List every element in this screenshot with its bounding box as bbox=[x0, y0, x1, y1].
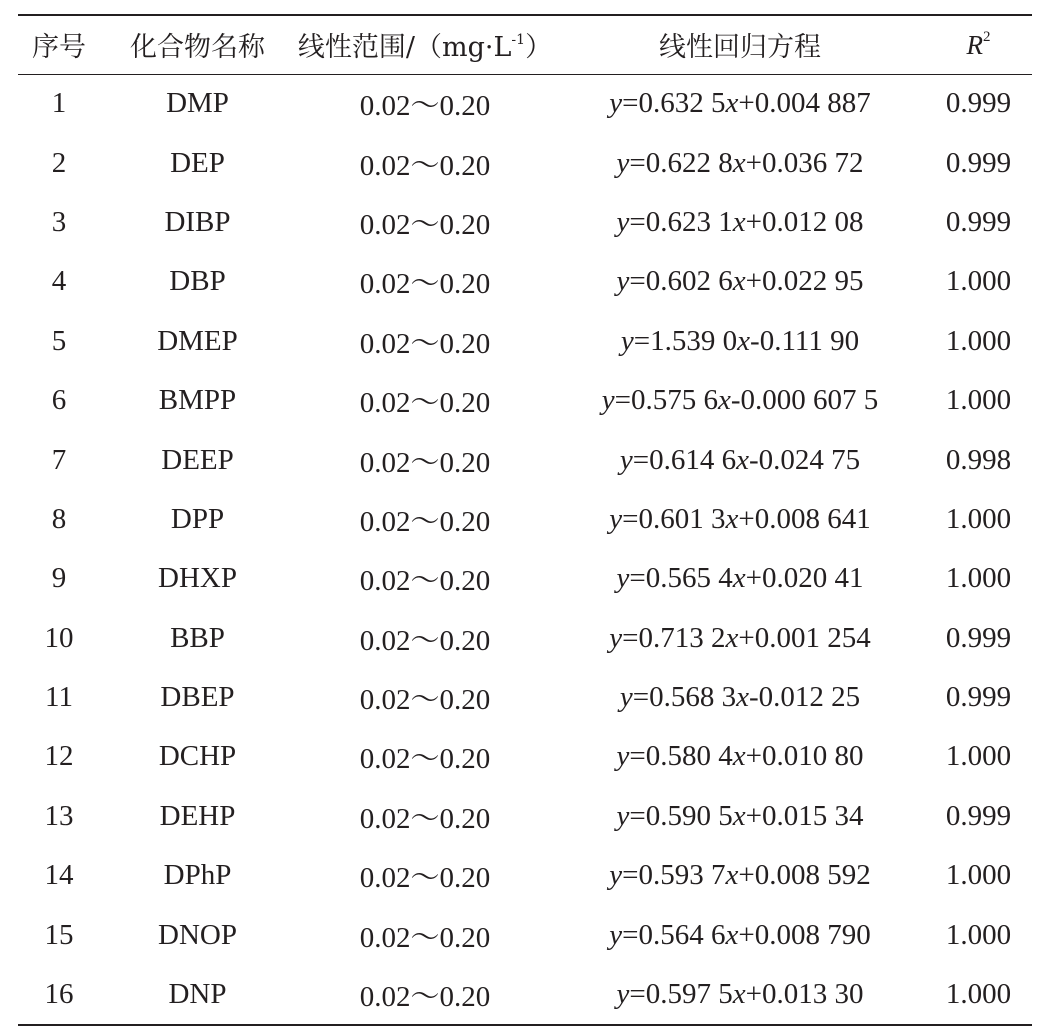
cell-linear-range: 0.02～0.20 bbox=[359, 981, 491, 1014]
cell-compound-name: DNP bbox=[168, 978, 227, 1011]
cell-linear-range: 0.02～0.20 bbox=[359, 90, 491, 123]
cell-index: 13 bbox=[44, 799, 74, 832]
calibration-table-container bbox=[18, 14, 1032, 1026]
table-row bbox=[18, 133, 1032, 192]
table-row bbox=[18, 905, 1032, 964]
header-regression-equation: 线性回归方程 bbox=[555, 16, 925, 74]
cell-index: 3 bbox=[51, 205, 67, 238]
cell-regression-equation: y=0.632 5x+0.004 887 bbox=[609, 87, 871, 120]
cell-r-squared: 0.999 bbox=[945, 146, 1012, 179]
cell-r-squared: 1.000 bbox=[945, 740, 1012, 773]
cell-index: 6 bbox=[51, 384, 67, 417]
table-header bbox=[18, 16, 1032, 74]
table-row bbox=[18, 727, 1032, 786]
cell-linear-range: 0.02～0.20 bbox=[359, 743, 491, 776]
cell-compound-name: DEEP bbox=[161, 443, 234, 476]
cell-r-squared: 1.000 bbox=[945, 859, 1012, 892]
cell-regression-equation: y=0.622 8x+0.036 72 bbox=[616, 146, 864, 179]
cell-regression-equation: y=0.575 6x-0.000 607 5 bbox=[601, 384, 879, 417]
cell-r-squared: 1.000 bbox=[945, 502, 1012, 535]
cell-regression-equation: y=0.614 6x-0.024 75 bbox=[619, 443, 861, 476]
cell-linear-range: 0.02～0.20 bbox=[359, 565, 491, 598]
cell-regression-equation: y=1.539 0x-0.111 90 bbox=[620, 324, 860, 357]
cell-compound-name: DMEP bbox=[157, 324, 238, 357]
header-linear-range-exponent: -1 bbox=[511, 32, 526, 49]
cell-index: 2 bbox=[51, 146, 67, 179]
table-row bbox=[18, 549, 1032, 608]
cell-r-squared: 1.000 bbox=[945, 978, 1012, 1011]
cell-regression-equation: y=0.580 4x+0.010 80 bbox=[616, 740, 864, 773]
cell-linear-range: 0.02～0.20 bbox=[359, 446, 491, 479]
cell-r-squared: 1.000 bbox=[945, 918, 1012, 951]
cell-linear-range: 0.02～0.20 bbox=[359, 862, 491, 895]
cell-linear-range: 0.02～0.20 bbox=[359, 327, 491, 360]
cell-compound-name: DBEP bbox=[160, 681, 235, 714]
cell-regression-equation: y=0.565 4x+0.020 41 bbox=[616, 562, 864, 595]
cell-compound-name: DPP bbox=[170, 502, 225, 535]
cell-r-squared: 1.000 bbox=[945, 384, 1012, 417]
header-row bbox=[18, 16, 1032, 74]
header-linear-range-close: ） bbox=[525, 32, 553, 64]
header-r-squared bbox=[925, 16, 1032, 74]
table-row bbox=[18, 74, 1032, 133]
cell-regression-equation: y=0.597 5x+0.013 30 bbox=[616, 978, 864, 1011]
cell-regression-equation: y=0.602 6x+0.022 95 bbox=[616, 265, 864, 298]
cell-linear-range: 0.02～0.20 bbox=[359, 149, 491, 182]
cell-linear-range: 0.02～0.20 bbox=[359, 505, 491, 538]
header-r-squared-exponent: 2 bbox=[983, 28, 991, 45]
cell-r-squared: 1.000 bbox=[945, 324, 1012, 357]
cell-r-squared: 0.999 bbox=[945, 621, 1012, 654]
cell-regression-equation: y=0.590 5x+0.015 34 bbox=[616, 799, 864, 832]
cell-regression-equation: y=0.601 3x+0.008 641 bbox=[609, 502, 871, 535]
cell-r-squared: 1.000 bbox=[945, 265, 1012, 298]
table-row bbox=[18, 668, 1032, 727]
cell-regression-equation: y=0.564 6x+0.008 790 bbox=[609, 918, 871, 951]
cell-compound-name: BBP bbox=[170, 621, 225, 654]
cell-r-squared: 0.999 bbox=[945, 87, 1012, 120]
cell-linear-range: 0.02～0.20 bbox=[359, 268, 491, 301]
cell-regression-equation: y=0.713 2x+0.001 254 bbox=[609, 621, 871, 654]
cell-compound-name: DMP bbox=[166, 87, 229, 120]
header-linear-range bbox=[295, 16, 555, 74]
cell-r-squared: 0.999 bbox=[945, 799, 1012, 832]
table-row bbox=[18, 787, 1032, 846]
cell-linear-range: 0.02～0.20 bbox=[359, 802, 491, 835]
cell-linear-range: 0.02～0.20 bbox=[359, 684, 491, 717]
header-r-squared-letter: R bbox=[966, 29, 983, 60]
table-row bbox=[18, 252, 1032, 311]
cell-index: 8 bbox=[51, 502, 67, 535]
header-index: 序号 bbox=[18, 16, 100, 74]
cell-index: 11 bbox=[45, 681, 73, 714]
cell-index: 14 bbox=[44, 859, 74, 892]
cell-linear-range: 0.02～0.20 bbox=[359, 624, 491, 657]
cell-index: 16 bbox=[44, 978, 74, 1011]
table-row bbox=[18, 609, 1032, 668]
cell-regression-equation: y=0.623 1x+0.012 08 bbox=[616, 205, 864, 238]
table-body bbox=[18, 74, 1032, 1024]
cell-compound-name: DEP bbox=[170, 146, 225, 179]
table-row bbox=[18, 371, 1032, 430]
table-row bbox=[18, 846, 1032, 905]
table-row bbox=[18, 490, 1032, 549]
table-row bbox=[18, 430, 1032, 489]
cell-index: 12 bbox=[44, 740, 74, 773]
cell-compound-name: DEHP bbox=[159, 799, 236, 832]
header-compound-name: 化合物名称 bbox=[100, 16, 295, 74]
cell-compound-name: DHXP bbox=[158, 562, 237, 595]
cell-index: 10 bbox=[44, 621, 74, 654]
cell-compound-name: DBP bbox=[169, 265, 226, 298]
cell-index: 15 bbox=[44, 918, 74, 951]
cell-compound-name: DNOP bbox=[158, 918, 237, 951]
cell-regression-equation: y=0.593 7x+0.008 592 bbox=[609, 859, 871, 892]
cell-linear-range: 0.02～0.20 bbox=[359, 208, 491, 241]
cell-r-squared: 0.999 bbox=[945, 681, 1012, 714]
cell-linear-range: 0.02～0.20 bbox=[359, 387, 491, 420]
cell-index: 1 bbox=[51, 87, 67, 120]
calibration-table bbox=[18, 16, 1032, 1024]
cell-compound-name: DIBP bbox=[164, 205, 231, 238]
cell-compound-name: DPhP bbox=[163, 859, 232, 892]
table-row bbox=[18, 965, 1032, 1024]
cell-index: 4 bbox=[51, 265, 67, 298]
header-linear-range-text: 线性范围/（mg·L bbox=[297, 32, 512, 64]
cell-index: 9 bbox=[51, 562, 67, 595]
table-row bbox=[18, 193, 1032, 252]
cell-r-squared: 0.998 bbox=[945, 443, 1012, 476]
cell-regression-equation: y=0.568 3x-0.012 25 bbox=[619, 681, 861, 714]
cell-compound-name: DCHP bbox=[158, 740, 237, 773]
cell-compound-name: BMPP bbox=[158, 384, 237, 417]
cell-r-squared: 0.999 bbox=[945, 205, 1012, 238]
cell-r-squared: 1.000 bbox=[945, 562, 1012, 595]
table-row bbox=[18, 312, 1032, 371]
cell-index: 5 bbox=[51, 324, 67, 357]
cell-linear-range: 0.02～0.20 bbox=[359, 921, 491, 954]
cell-index: 7 bbox=[51, 443, 67, 476]
